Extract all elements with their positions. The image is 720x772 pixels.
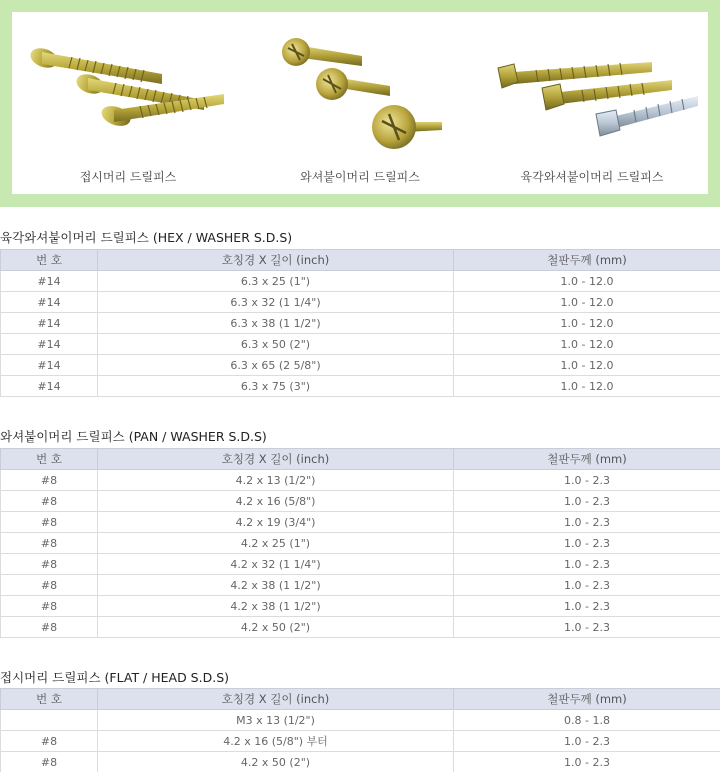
cell-thickness: 1.0 - 12.0 (454, 334, 720, 355)
table-row (1, 376, 720, 397)
column-header-thickness: 철판두께 (mm) (454, 250, 720, 271)
cell-size: 6.3 x 25 (1") (98, 271, 454, 292)
spec-table-hex (0, 249, 720, 397)
cell-thickness: 1.0 - 12.0 (454, 292, 720, 313)
cell-thickness: 1.0 - 12.0 (454, 376, 720, 397)
cell-size: 4.2 x 38 (1 1/2") (98, 596, 454, 617)
cell-thickness: 1.0 - 2.3 (454, 575, 720, 596)
product-caption: 와셔붙이머리 드릴피스 (300, 170, 420, 184)
section-title-hex: 육각와셔붙이머리 드릴피스 (HEX / WASHER S.D.S) (0, 230, 293, 245)
spec-table-pan (0, 448, 720, 638)
cell-thickness: 1.0 - 2.3 (454, 731, 720, 752)
cell-size: 6.3 x 32 (1 1/4") (98, 292, 454, 313)
cell-number: #14 (1, 313, 98, 334)
cell-number: #8 (1, 512, 98, 533)
cell-size: 4.2 x 16 (5/8") 부터 (98, 731, 454, 752)
column-header-size: 호칭경 X 길이 (inch) (98, 250, 454, 271)
section-title-pan: 와셔붙이머리 드릴피스 (PAN / WASHER S.D.S) (0, 429, 267, 444)
cell-number: #8 (1, 491, 98, 512)
cell-number: #8 (1, 533, 98, 554)
table-row (1, 355, 720, 376)
cell-thickness: 1.0 - 2.3 (454, 470, 720, 491)
cell-thickness: 1.0 - 2.3 (454, 554, 720, 575)
cell-size: 4.2 x 19 (3/4") (98, 512, 454, 533)
cell-size: 6.3 x 38 (1 1/2") (98, 313, 454, 334)
cell-number: #8 (1, 617, 98, 638)
table-row (1, 271, 720, 292)
cell-size: 6.3 x 65 (2 5/8") (98, 355, 454, 376)
table-header-row (1, 250, 720, 271)
cell-number (1, 710, 98, 731)
table-row (1, 470, 720, 491)
column-header-thickness: 철판두께 (mm) (454, 689, 720, 710)
table-row (1, 512, 720, 533)
cell-thickness: 1.0 - 2.3 (454, 512, 720, 533)
column-header-number: 번 호 (1, 449, 98, 470)
cell-thickness: 1.0 - 2.3 (454, 617, 720, 638)
cell-thickness: 1.0 - 2.3 (454, 491, 720, 512)
cell-number: #8 (1, 470, 98, 491)
product-photo-panel (0, 0, 720, 207)
cell-number: #8 (1, 575, 98, 596)
column-header-number: 번 호 (1, 689, 98, 710)
cell-size: 4.2 x 25 (1") (98, 533, 454, 554)
table-row (1, 334, 720, 355)
table-header-row (1, 689, 720, 710)
product-hex-washer (476, 12, 708, 194)
column-header-number: 번 호 (1, 250, 98, 271)
table-row (1, 752, 720, 772)
product-caption: 접시머리 드릴피스 (79, 170, 177, 184)
cell-thickness: 1.0 - 2.3 (454, 752, 720, 772)
flat-head-screws-icon (12, 12, 244, 162)
cell-number: #8 (1, 731, 98, 752)
cell-size: M3 x 13 (1/2") (98, 710, 454, 731)
cell-size: 4.2 x 13 (1/2") (98, 470, 454, 491)
table-row (1, 731, 720, 752)
table-row (1, 292, 720, 313)
cell-number: #8 (1, 596, 98, 617)
product-photo-strip (12, 12, 708, 194)
cell-number: #14 (1, 334, 98, 355)
table-row (1, 596, 720, 617)
cell-thickness: 1.0 - 2.3 (454, 533, 720, 554)
cell-thickness: 1.0 - 12.0 (454, 313, 720, 334)
cell-number: #14 (1, 376, 98, 397)
hex-washer-screws-icon (476, 12, 708, 162)
cell-number: #14 (1, 292, 98, 313)
table-row (1, 710, 720, 731)
table-row (1, 533, 720, 554)
product-caption: 육각와셔붙이머리 드릴피스 (520, 170, 664, 184)
cell-size: 6.3 x 50 (2") (98, 334, 454, 355)
table-header-row (1, 449, 720, 470)
cell-number: #14 (1, 355, 98, 376)
product-flat-head (12, 12, 244, 194)
section-title-flat: 접시머리 드릴피스 (FLAT / HEAD S.D.S) (0, 670, 230, 685)
cell-size: 6.3 x 75 (3") (98, 376, 454, 397)
table-row (1, 617, 720, 638)
cell-size: 4.2 x 38 (1 1/2") (98, 575, 454, 596)
cell-thickness: 1.0 - 12.0 (454, 271, 720, 292)
cell-size: 4.2 x 16 (5/8") (98, 491, 454, 512)
column-header-thickness: 철판두께 (mm) (454, 449, 720, 470)
cell-size: 4.2 x 50 (2") (98, 617, 454, 638)
table-row (1, 554, 720, 575)
product-pan-washer (244, 12, 476, 194)
cell-thickness: 1.0 - 2.3 (454, 596, 720, 617)
table-row (1, 575, 720, 596)
cell-thickness: 0.8 - 1.8 (454, 710, 720, 731)
cell-size: 4.2 x 50 (2") (98, 752, 454, 772)
spec-table-flat (0, 688, 720, 772)
table-row (1, 313, 720, 334)
table-row (1, 491, 720, 512)
column-header-size: 호칭경 X 길이 (inch) (98, 449, 454, 470)
cell-number: #8 (1, 752, 98, 772)
cell-number: #8 (1, 554, 98, 575)
cell-thickness: 1.0 - 12.0 (454, 355, 720, 376)
cell-size: 4.2 x 32 (1 1/4") (98, 554, 454, 575)
pan-washer-screws-icon (244, 12, 476, 162)
cell-number: #14 (1, 271, 98, 292)
column-header-size: 호칭경 X 길이 (inch) (98, 689, 454, 710)
